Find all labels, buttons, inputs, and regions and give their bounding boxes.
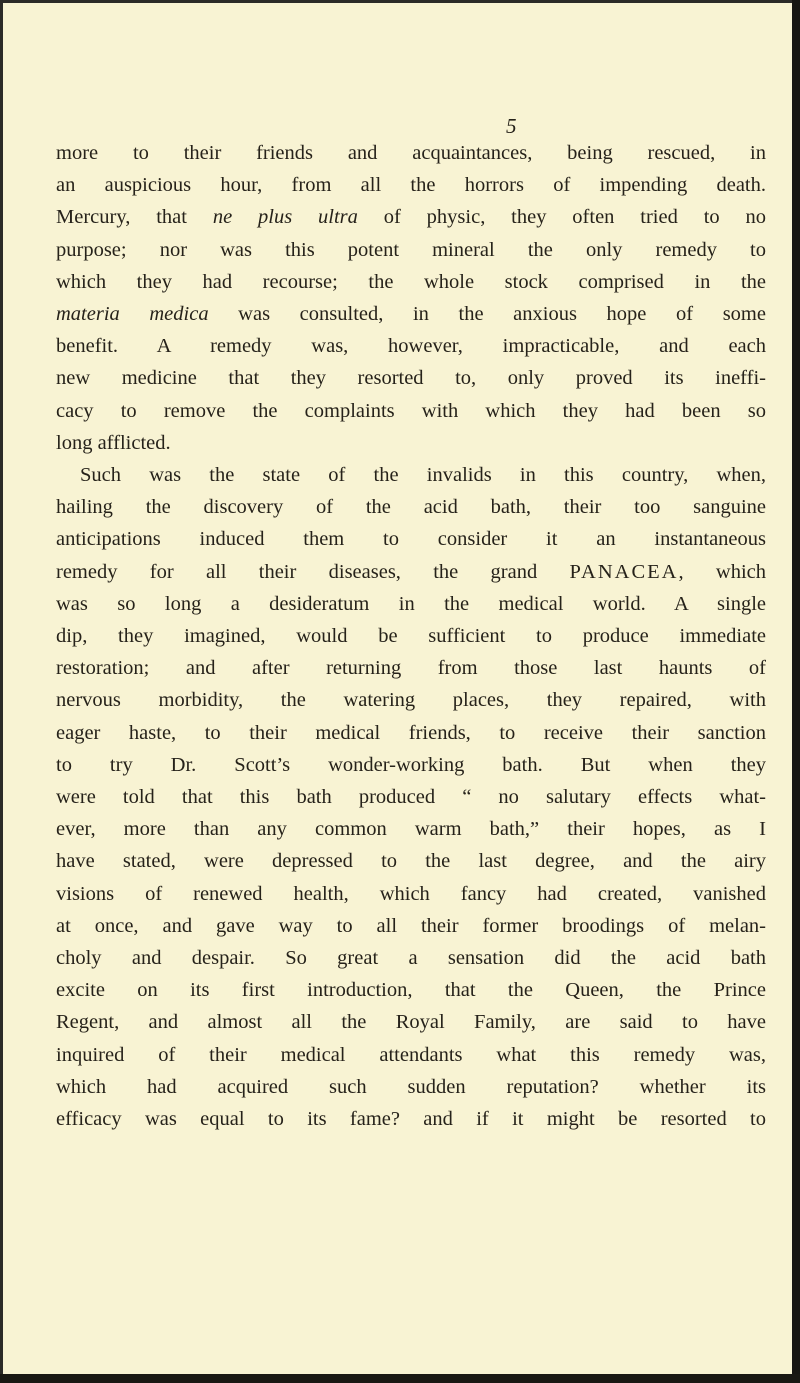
text-line: were told that this bath produced “ no salutary effects what- — [56, 786, 766, 809]
styled-phrase: PANACEA — [569, 560, 679, 583]
text-line: which they had recourse; the whole stock comprised in the — [56, 270, 766, 293]
scan-edge-bottom — [0, 1374, 800, 1383]
text-line: anticipations induced them to consider it an instantaneous — [56, 528, 766, 551]
text-line: dip, they imagined, would be sufficient to produce immediate — [56, 625, 766, 648]
text-line: nervous morbidity, the watering places, they repaired, with — [56, 689, 766, 712]
body-text — [56, 137, 766, 1135]
text-line: inquired of their medical attendants what this remedy was, — [56, 1043, 766, 1066]
text-line: materia medica was consulted, in the anxious hope of some — [56, 303, 766, 326]
text-line: purpose; nor was this potent mineral the only remedy to — [56, 238, 766, 261]
text-line: cacy to remove the complaints with which they had been so — [56, 399, 766, 422]
text-line: Such was the state of the invalids in this country, when, — [80, 464, 766, 487]
text-line: remedy for all their diseases, the grand PANACEA, which — [56, 560, 766, 583]
text-line: to try Dr. Scott’s wonder-working bath. But when they — [56, 753, 766, 776]
text-line: was so long a desideratum in the medical world. A single — [56, 592, 766, 615]
text-line: visions of renewed health, which fancy had created, vanished — [56, 882, 766, 905]
text-line: more to their friends and acquaintances, being rescued, in — [56, 142, 766, 164]
styled-phrase: materia medica — [56, 303, 209, 326]
text-line: long afflicted. — [56, 431, 171, 454]
text-line: have stated, were depressed to the last degree, and the airy — [56, 850, 766, 873]
text-line: hailing the discovery of the acid bath, their too sanguine — [56, 496, 766, 519]
text-line: eager haste, to their medical friends, to receive their sanction — [56, 721, 766, 744]
scan-edge-top — [0, 0, 800, 3]
text-line: ever, more than any common warm bath,” their hopes, as I — [56, 818, 766, 841]
styled-phrase: ne plus ultra — [212, 206, 358, 229]
text-line: benefit. A remedy was, however, impracticable, and each — [56, 335, 766, 358]
text-line: which had acquired such sudden reputation? whether its — [56, 1075, 766, 1098]
scan-edge-right — [792, 0, 800, 1383]
text-line: at once, and gave way to all their former broodings of melan- — [56, 914, 766, 937]
text-line: new medicine that they resorted to, only proved its ineffi- — [56, 367, 766, 390]
text-line: choly and despair. So great a sensation did the acid bath — [56, 947, 766, 970]
text-line: Regent, and almost all the Royal Family, are said to have — [56, 1011, 766, 1034]
text-line: Mercury, that ne plus ultra of physic, they often tried to no — [56, 206, 766, 229]
text-line: restoration; and after returning from those last haunts of — [56, 657, 766, 680]
scan-edge-left — [0, 0, 3, 1383]
text-line: excite on its first introduction, that the Queen, the Prince — [56, 979, 766, 1002]
text-line: efficacy was equal to its fame? and if it might be resorted to — [56, 1108, 766, 1131]
page-number: 5 — [506, 114, 517, 138]
text-line: an auspicious hour, from all the horrors of impending death. — [56, 174, 766, 197]
